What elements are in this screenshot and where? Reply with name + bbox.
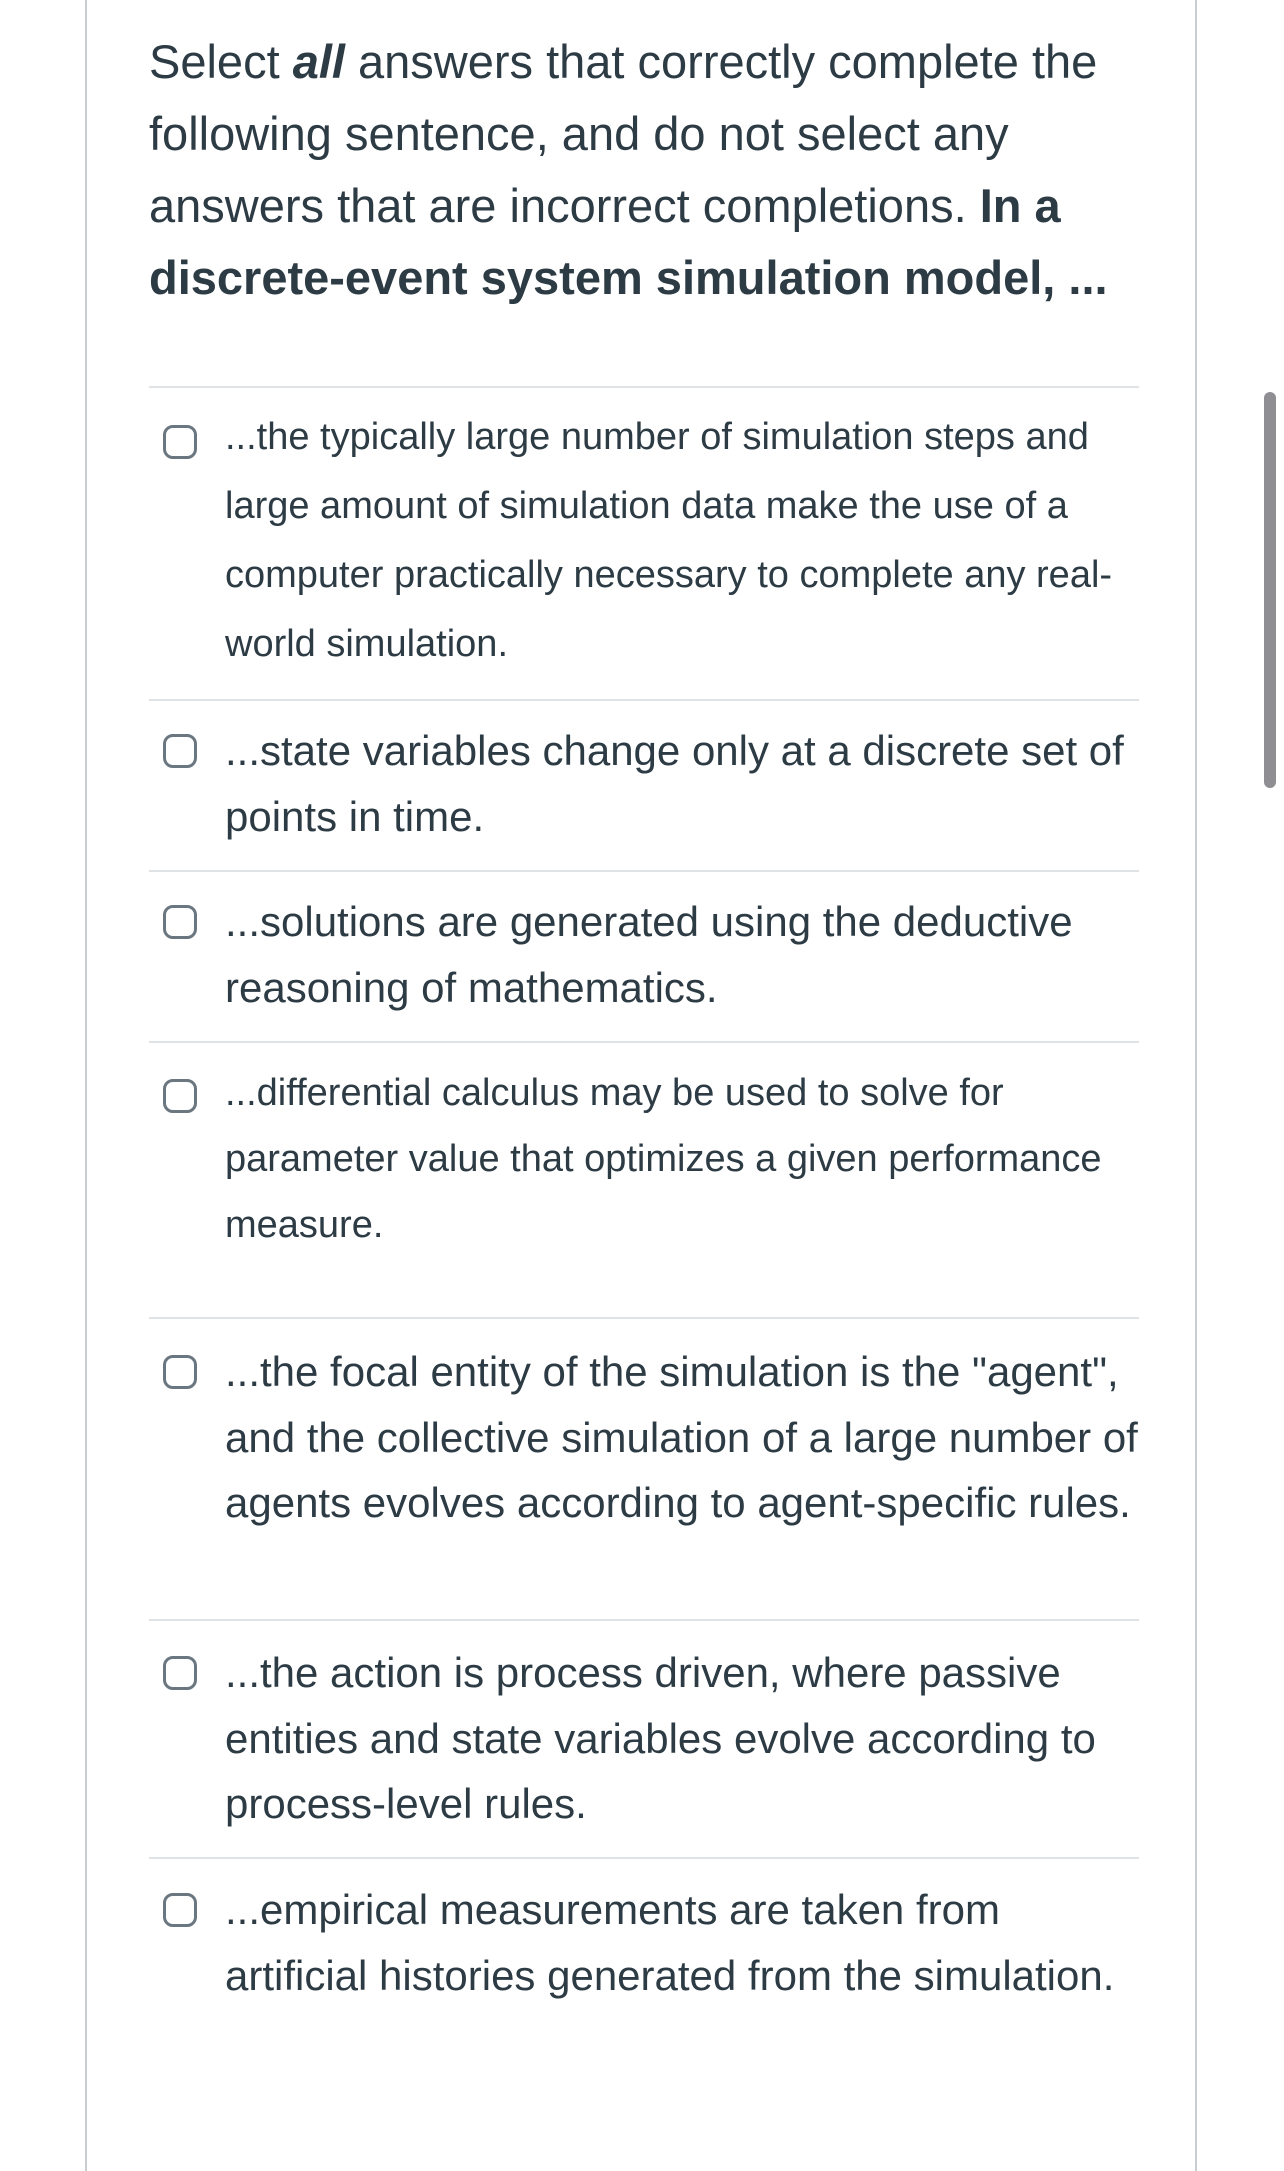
question-all-emphasis: all: [292, 35, 345, 88]
answer-label-2: ...state variables change only at a discrete set of points in time.: [225, 727, 1124, 840]
answer-label-4: ...differential calculus may be used to solve for parameter value that optimizes a given performance measure.: [225, 1072, 1102, 1246]
question-card: [85, 0, 1197, 2171]
answer-label-1: ...the typically large number of simulation steps and large amount of simulation data make the use of a computer practically necessary to complete any real-world simulation.: [225, 416, 1113, 665]
answer-label-6: ...the action is process driven, where passive entities and state variables evolve according to process-level rules.: [225, 1649, 1096, 1827]
answer-checkbox-5[interactable]: [163, 1355, 197, 1389]
answer-label-3: ...solutions are generated using the deductive reasoning of mathematics.: [225, 898, 1073, 1011]
answer-checkbox-7[interactable]: [163, 1893, 197, 1927]
question-text: [149, 26, 1159, 314]
answer-option-6[interactable]: [149, 1619, 1139, 1857]
answer-option-5[interactable]: [149, 1317, 1139, 1619]
question-instructions: answers that correctly complete the following sentence, and do not select any answers that are incorrect completions.: [149, 35, 1098, 232]
answer-list: [149, 386, 1139, 2117]
question-intro: Select: [149, 35, 293, 88]
answer-option-1[interactable]: [149, 386, 1139, 699]
answer-label-5: ...the focal entity of the simulation is the "agent", and the collective simulation of a large number of agents evolves according to agent-specific rules.: [225, 1348, 1138, 1526]
answer-checkbox-4[interactable]: [163, 1079, 197, 1113]
question-stem: In a discrete-event system simulation model, ...: [149, 179, 1108, 304]
answer-option-3[interactable]: [149, 870, 1139, 1041]
answer-option-4[interactable]: [149, 1041, 1139, 1317]
scrollbar-thumb[interactable]: [1264, 392, 1276, 788]
answer-checkbox-1[interactable]: [163, 425, 197, 459]
answer-checkbox-6[interactable]: [163, 1656, 197, 1690]
answer-checkbox-3[interactable]: [163, 905, 197, 939]
answer-label-7: ...empirical measurements are taken from artificial histories generated from the simulation.: [225, 1886, 1115, 1999]
answer-option-7[interactable]: [149, 1857, 1139, 2117]
answer-checkbox-2[interactable]: [163, 734, 197, 768]
answer-option-2[interactable]: [149, 699, 1139, 870]
